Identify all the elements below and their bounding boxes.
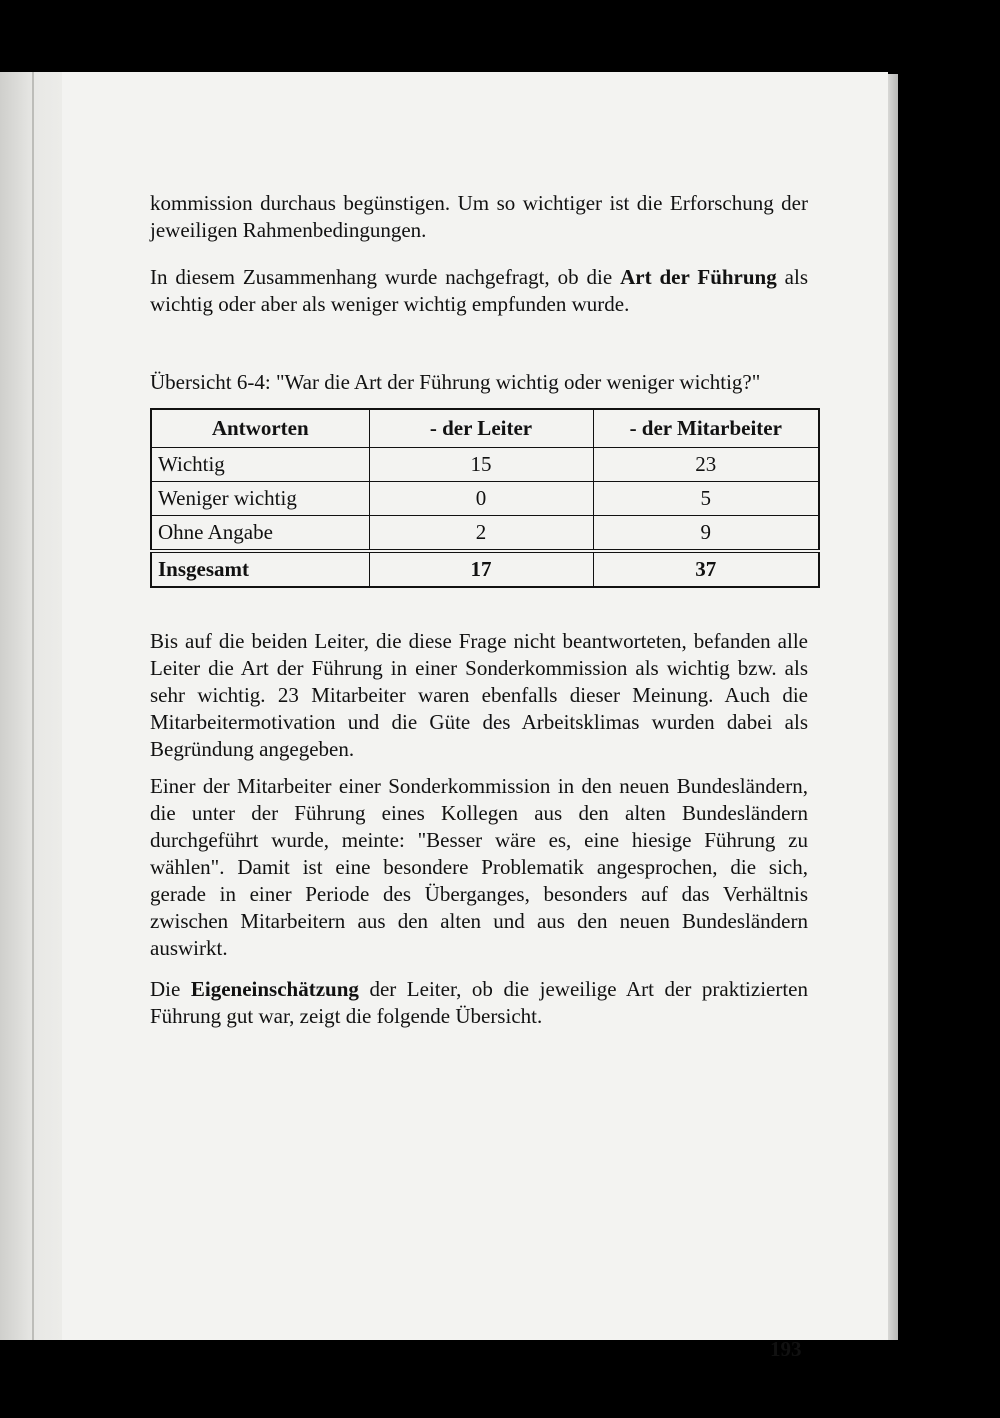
row-leiter-value: 15 xyxy=(369,448,593,482)
table-total-row xyxy=(151,551,819,587)
paragraph-2-bold: Art der Führung xyxy=(620,265,777,289)
paragraph-5 xyxy=(150,976,808,1030)
header-mitarbeiter: - der Mitarbeiter xyxy=(593,409,819,448)
paragraph-5-bold: Eigeneinschätzung xyxy=(190,977,359,1001)
table-row xyxy=(151,482,819,516)
paragraph-2 xyxy=(150,264,808,318)
row-label: Weniger wichtig xyxy=(151,482,369,516)
paragraph-1: kommission durchaus begünstigen. Um so wichtiger ist die Erforschung der jeweiligen Rahmenbedingungen. xyxy=(150,191,808,242)
total-label: Insgesamt xyxy=(151,551,369,587)
row-mitarbeiter-value: 23 xyxy=(593,448,819,482)
page-binding-shadow xyxy=(0,72,62,1340)
paragraph-3: Bis auf die beiden Leiter, die diese Frage nicht beantworteten, befanden alle Leiter die Art der Führung in einer Sonderkommission als wichtig bzw. als sehr wichtig. 23 Mitarbeiter waren ebenfalls dieser Meinung. Auch die Mitarbeitermotivation und die Güte des Arbeitsklimas wurden dabei als Begründung angegeben. xyxy=(150,629,808,761)
row-mitarbeiter-value: 5 xyxy=(593,482,819,516)
survey-table xyxy=(150,408,820,588)
header-leiter: - der Leiter xyxy=(369,409,593,448)
table-caption: Übersicht 6-4: "War die Art der Führung wichtig oder weniger wichtig?" xyxy=(150,370,761,394)
row-leiter-value: 0 xyxy=(369,482,593,516)
page-content xyxy=(150,190,808,1030)
table-header-row xyxy=(151,409,819,448)
table-row xyxy=(151,448,819,482)
paragraph-2-text-end: als wichtig oder aber als weniger wichtig empfunden wurde. xyxy=(150,265,808,316)
page-edge xyxy=(888,74,898,1340)
book-page xyxy=(0,72,888,1361)
page-number: 193 xyxy=(770,1337,802,1361)
paragraph-2-text: In diesem Zusammenhang wurde nachgefragt, ob die xyxy=(150,265,621,289)
row-label: Ohne Angabe xyxy=(151,516,369,552)
table-row xyxy=(151,516,819,552)
row-label: Wichtig xyxy=(151,448,369,482)
row-mitarbeiter-value: 9 xyxy=(593,516,819,552)
row-leiter-value: 2 xyxy=(369,516,593,552)
total-leiter-value: 17 xyxy=(369,551,593,587)
binding-crease xyxy=(32,72,34,1340)
paragraph-5-text: Die xyxy=(150,977,191,1001)
paragraph-4: Einer der Mitarbeiter einer Sonderkommission in den neuen Bundesländern, die unter der Führung eines Kollegen aus den alten Bundesländern durchgeführt wurde, meinte: "Besser wäre es, eine hiesige Führung zu wählen". Damit ist eine besondere Problematik angesprochen, die sich, gerade in einer Periode des Überganges, besonders auf das Verhältnis zwischen Mitarbeitern aus den alten und aus den neuen Bundesländern auswirkt. xyxy=(150,774,808,960)
paragraph-5-text-end: der Leiter, ob die jeweilige Art der praktizierten Führung gut war, zeigt die folgende Übersicht. xyxy=(150,977,808,1028)
total-mitarbeiter-value: 37 xyxy=(593,551,819,587)
header-antworten: Antworten xyxy=(151,409,369,448)
